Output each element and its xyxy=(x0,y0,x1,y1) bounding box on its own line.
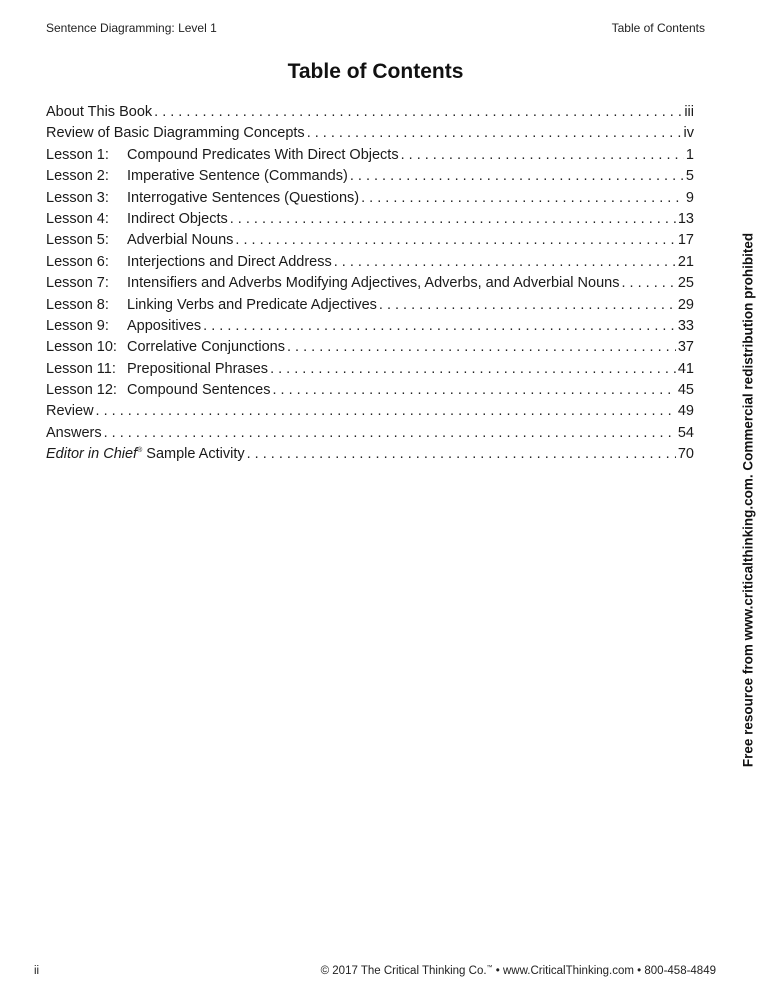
toc-entry-title: Review of Basic Diagramming Concepts xyxy=(46,125,305,142)
toc-entry xyxy=(46,337,694,358)
toc-entry xyxy=(46,359,694,380)
running-header-right: Table of Contents xyxy=(611,21,705,35)
copyright-text: © 2017 The Critical Thinking Co. xyxy=(320,965,487,977)
toc-entry xyxy=(46,102,694,123)
dot-leader xyxy=(379,295,676,316)
toc-entry-title: Compound Predicates With Direct Objects xyxy=(127,146,399,163)
toc-entry-page: 9 xyxy=(685,189,694,206)
toc-entry-number: Lesson 2: xyxy=(46,168,109,185)
toc-entry-editor-in-chief xyxy=(46,444,694,465)
toc-entry-number: Lesson 5: xyxy=(46,232,109,249)
toc-entry-number: Lesson 4: xyxy=(46,210,109,227)
footer-page-number: ii xyxy=(34,965,40,977)
toc-entry-title: Indirect Objects xyxy=(127,210,228,227)
dot-leader xyxy=(247,444,676,465)
toc-entry-page: 37 xyxy=(677,339,694,356)
dot-leader xyxy=(270,359,676,380)
toc-entry-number: Lesson 8: xyxy=(46,296,109,313)
toc-entry-page: 70 xyxy=(677,446,694,463)
toc-entry xyxy=(46,295,694,316)
toc-entry-title: Appositives xyxy=(127,317,202,334)
toc-entry xyxy=(46,166,694,187)
toc-entry xyxy=(46,401,694,422)
trademark-mark: ™ xyxy=(486,965,493,972)
toc-entry-page: 17 xyxy=(677,232,694,249)
dot-leader xyxy=(361,188,684,209)
toc-entry-title: Adverbial Nouns xyxy=(127,232,234,249)
dot-leader xyxy=(154,102,682,123)
toc-entry-title xyxy=(46,444,245,465)
dot-leader xyxy=(307,123,682,144)
footer-copyright xyxy=(321,965,716,977)
toc-entry-page: iii xyxy=(684,104,694,120)
toc-entry-page: 49 xyxy=(677,403,694,420)
dot-leader xyxy=(230,209,676,230)
toc-entry xyxy=(46,273,694,294)
toc-entry-title-italic: Editor in Chief xyxy=(46,446,138,463)
toc-entry xyxy=(46,209,694,230)
dot-leader xyxy=(235,230,675,251)
toc-entry-title: Linking Verbs and Predicate Adjectives xyxy=(127,296,377,313)
toc-entry xyxy=(46,252,694,273)
toc-entry-number: Lesson 10: xyxy=(46,339,117,356)
toc-entry-title: Prepositional Phrases xyxy=(127,360,269,377)
dot-leader xyxy=(104,423,676,444)
page-title: Table of Contents xyxy=(287,60,464,83)
toc-entry xyxy=(46,145,694,166)
toc-entry-number: Lesson 12: xyxy=(46,382,117,399)
toc-entry-page: 45 xyxy=(677,382,694,399)
dot-leader xyxy=(621,273,675,294)
dot-leader xyxy=(203,316,676,337)
toc-entry-title: Review xyxy=(46,403,94,420)
toc-entry-number: Lesson 1: xyxy=(46,146,109,163)
dot-leader xyxy=(334,252,676,273)
toc-entry-number: Lesson 3: xyxy=(46,189,109,206)
toc-entry-page: 29 xyxy=(677,296,694,313)
toc-entry-page: iv xyxy=(683,125,694,142)
toc-entry-page: 54 xyxy=(677,424,694,441)
toc-entry xyxy=(46,380,694,401)
toc-entry-title: Imperative Sentence (Commands) xyxy=(127,168,348,185)
toc-entry-title: Intensifiers and Adverbs Modifying Adjectives, Adverbs, and Adverbial Nouns xyxy=(127,275,620,292)
toc-entry-title: Answers xyxy=(46,424,102,441)
dot-leader xyxy=(401,145,684,166)
toc-entry-number: Lesson 9: xyxy=(46,317,109,334)
toc-entry-title: Correlative Conjunctions xyxy=(127,339,285,356)
running-header-left: Sentence Diagramming: Level 1 xyxy=(46,21,217,35)
toc-entry-page: 13 xyxy=(677,210,694,227)
toc-entry-title: Interjections and Direct Address xyxy=(127,253,332,270)
toc-entry-page: 25 xyxy=(677,275,694,292)
toc-entry xyxy=(46,423,694,444)
toc-entry-page: 21 xyxy=(677,253,694,270)
toc-entry-title-rest: Sample Activity xyxy=(142,446,245,463)
toc-entry-number: Lesson 6: xyxy=(46,253,109,270)
toc-entry xyxy=(46,188,694,209)
toc-entry-page: 41 xyxy=(677,360,694,377)
dot-leader xyxy=(273,380,676,401)
toc-entry-title: About This Book xyxy=(46,104,153,120)
toc-entry-number: Lesson 7: xyxy=(46,275,109,292)
toc-entry-page: 5 xyxy=(685,168,694,185)
toc-entry-title: Interrogative Sentences (Questions) xyxy=(127,189,360,206)
toc-entry-page: 33 xyxy=(677,317,694,334)
toc-entry xyxy=(46,230,694,251)
footer-contact: • www.CriticalThinking.com • 800-458-4849 xyxy=(492,965,716,977)
toc-entry xyxy=(46,123,694,144)
dot-leader xyxy=(287,337,676,358)
table-of-contents xyxy=(46,102,694,466)
toc-entry-title: Compound Sentences xyxy=(127,382,271,399)
toc-entry-number: Lesson 11: xyxy=(46,360,116,377)
registered-mark: ® xyxy=(137,447,143,455)
toc-entry xyxy=(46,316,694,337)
side-note: Free resource from www.criticalthinking.com. Commercial redistribution prohibited xyxy=(740,232,756,768)
dot-leader xyxy=(350,166,684,187)
toc-entry-page: 1 xyxy=(685,146,694,163)
dot-leader xyxy=(96,401,676,422)
